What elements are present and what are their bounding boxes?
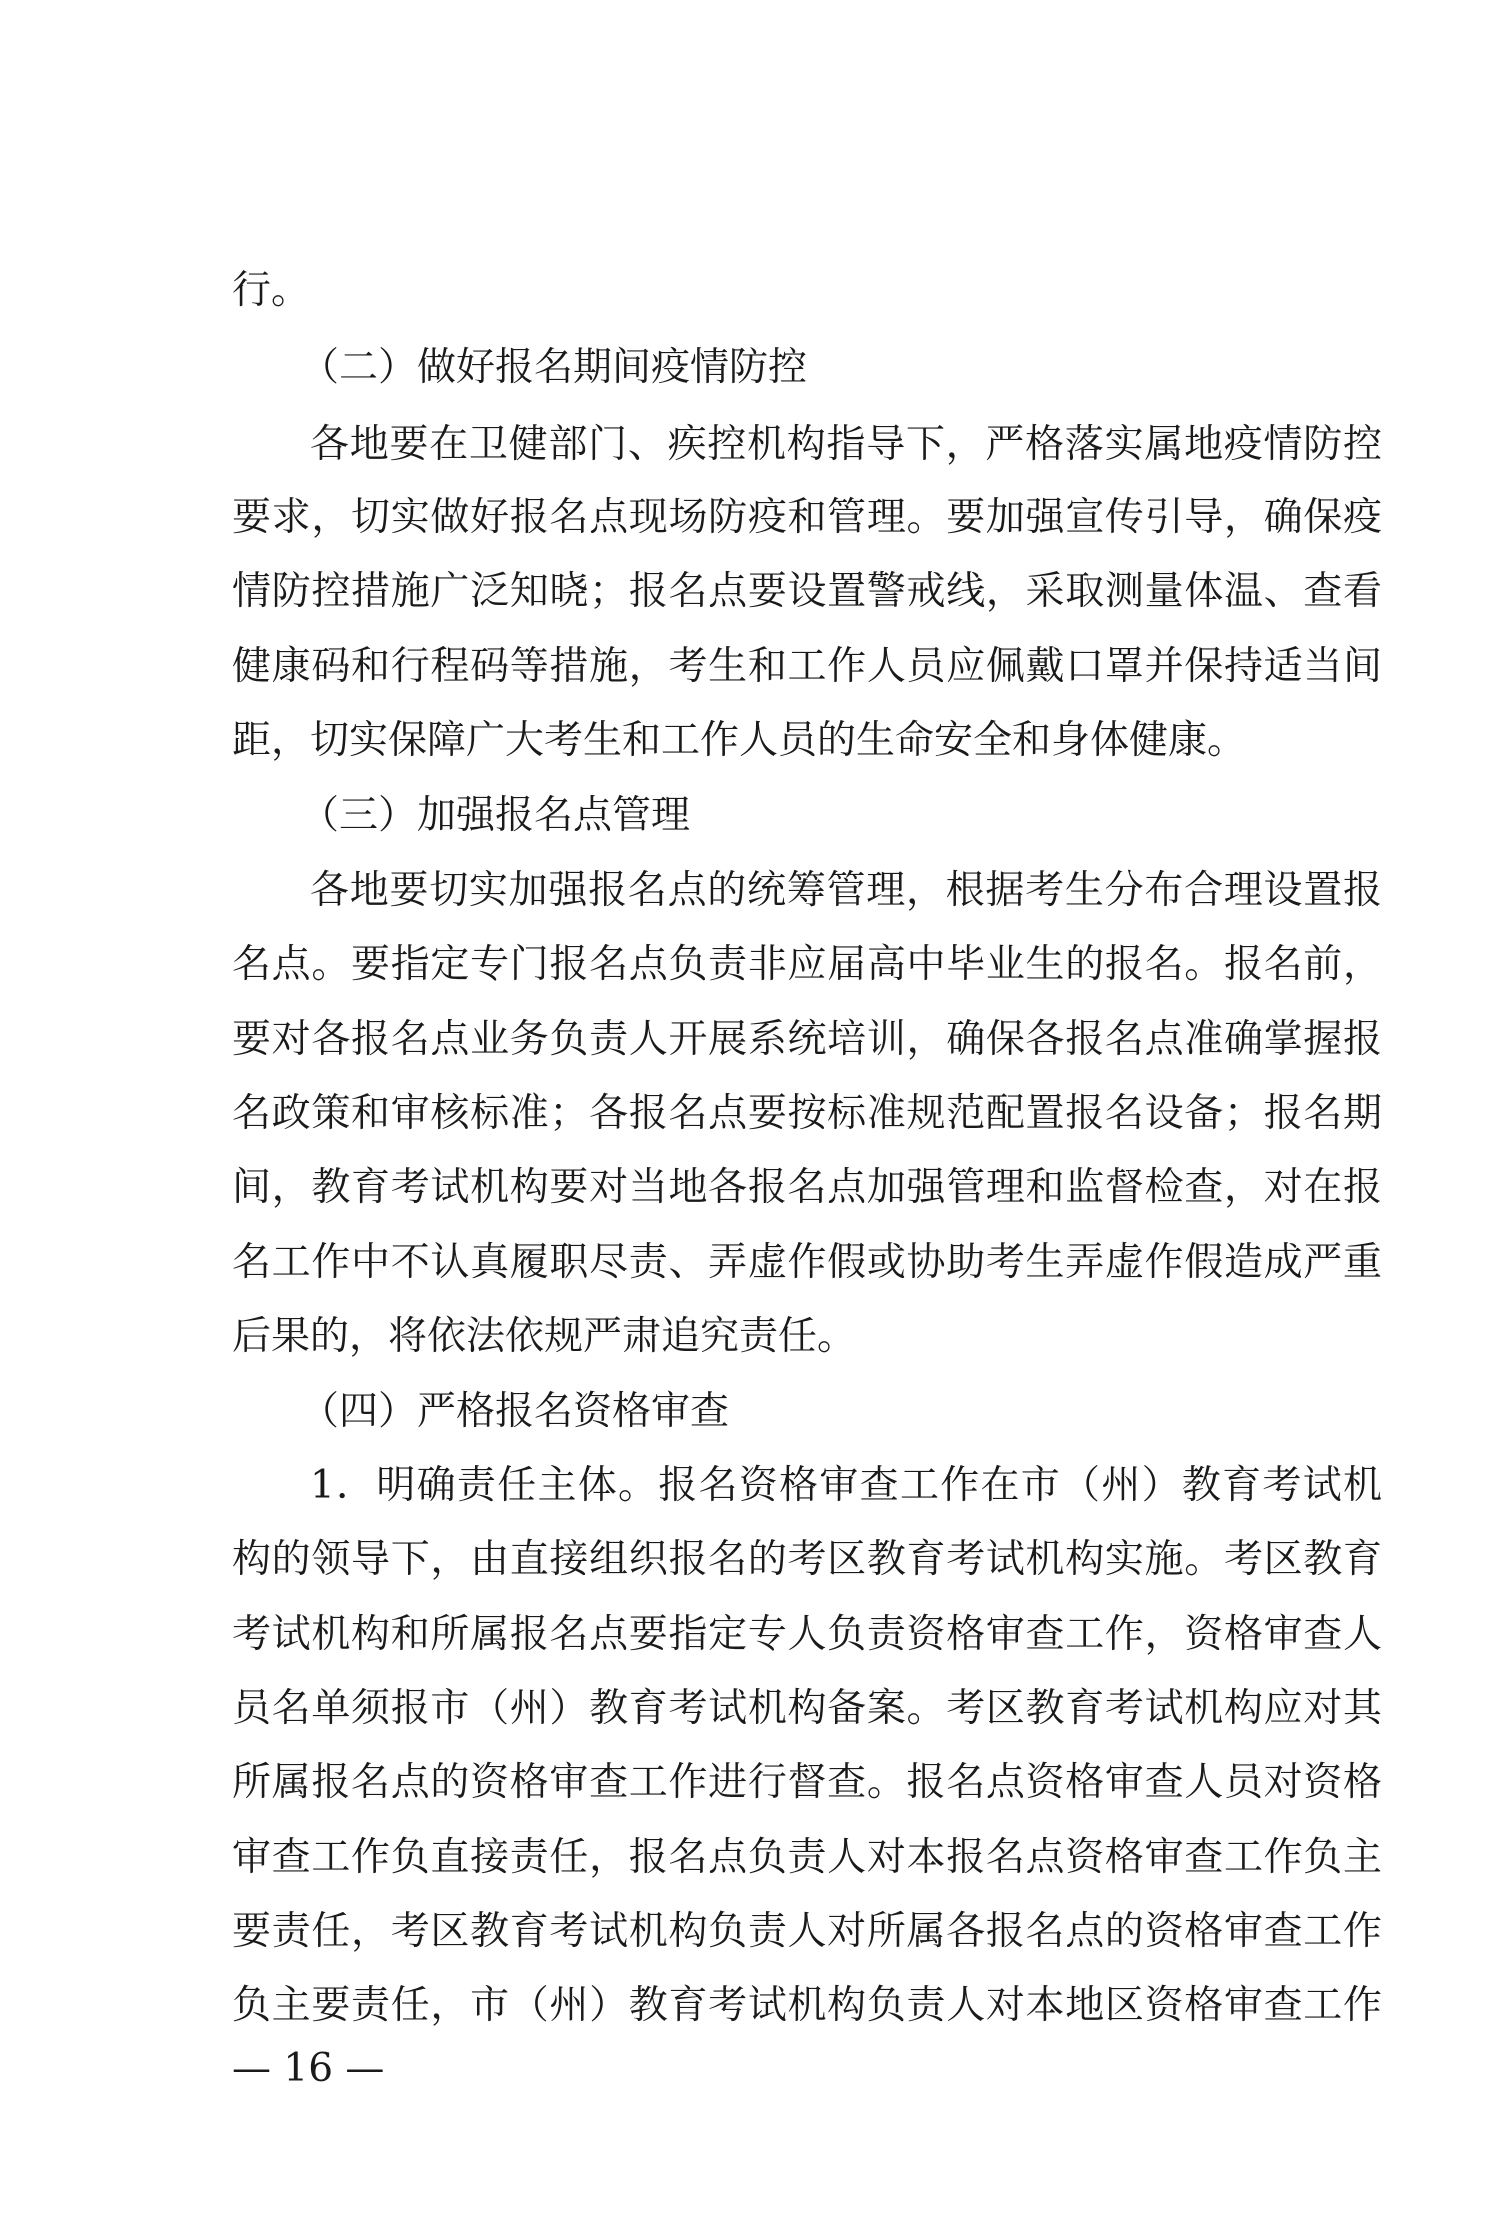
text-line: 构的领导下，由直接组织报名的考区教育考试机构实施。考区教育 (232, 1537, 1382, 1582)
text-line: 健康码和行程码等措施，考生和工作人员应佩戴口罩并保持适当间 (232, 644, 1382, 689)
text-line: 后果的，将依法依规严肃追究责任。 (232, 1314, 857, 1359)
section-heading: （四）严格报名资格审查 (300, 1389, 730, 1434)
text-line: 考试机构和所属报名点要指定专人负责资格审查工作，资格审查人 (232, 1612, 1382, 1657)
text-line: 各地要切实加强报名点的统筹管理，根据考生分布合理设置报 (310, 868, 1382, 913)
text-line: 行。 (232, 268, 311, 313)
text-line: 要对各报名点业务负责人开展系统培训，确保各报名点准确掌握报 (232, 1017, 1382, 1062)
page-number: — 16 — (232, 2046, 385, 2091)
text-line: 要责任，考区教育考试机构负责人对所属各报名点的资格审查工作 (232, 1909, 1382, 1954)
text-line: 员名单须报市（州）教育考试机构备案。考区教育考试机构应对其 (232, 1686, 1382, 1731)
text-line: 审查工作负直接责任，报名点负责人对本报名点资格审查工作负主 (232, 1835, 1382, 1880)
text-line: 所属报名点的资格审查工作进行督查。报名点资格审查人员对资格 (232, 1760, 1382, 1805)
text-line: 名点。要指定专门报名点负责非应届高中毕业生的报名。报名前， (232, 942, 1382, 987)
text-line: 间，教育考试机构要对当地各报名点加强管理和监督检查，对在报 (232, 1165, 1382, 1210)
text-line: 名政策和审核标准；各报名点要按标准规范配置报名设备；报名期 (232, 1091, 1382, 1136)
text-line: 情防控措施广泛知晓；报名点要设置警戒线，采取测量体温、查看 (232, 569, 1382, 614)
text-line: 1．明确责任主体。报名资格审查工作在市（州）教育考试机 (310, 1463, 1382, 1508)
text-line: 各地要在卫健部门、疾控机构指导下，严格落实属地疫情防控 (310, 422, 1382, 467)
section-heading: （二）做好报名期间疫情防控 (300, 345, 808, 390)
text-line: 距，切实保障广大考生和工作人员的生命安全和身体健康。 (232, 718, 1247, 763)
text-line: 要求，切实做好报名点现场防疫和管理。要加强宣传引导，确保疫 (232, 495, 1382, 540)
text-line: 名工作中不认真履职尽责、弄虚作假或协助考生弄虚作假造成严重 (232, 1240, 1382, 1285)
section-heading: （三）加强报名点管理 (300, 793, 691, 838)
text-line: 负主要责任，市（州）教育考试机构负责人对本地区资格审查工作 (232, 1983, 1382, 2028)
